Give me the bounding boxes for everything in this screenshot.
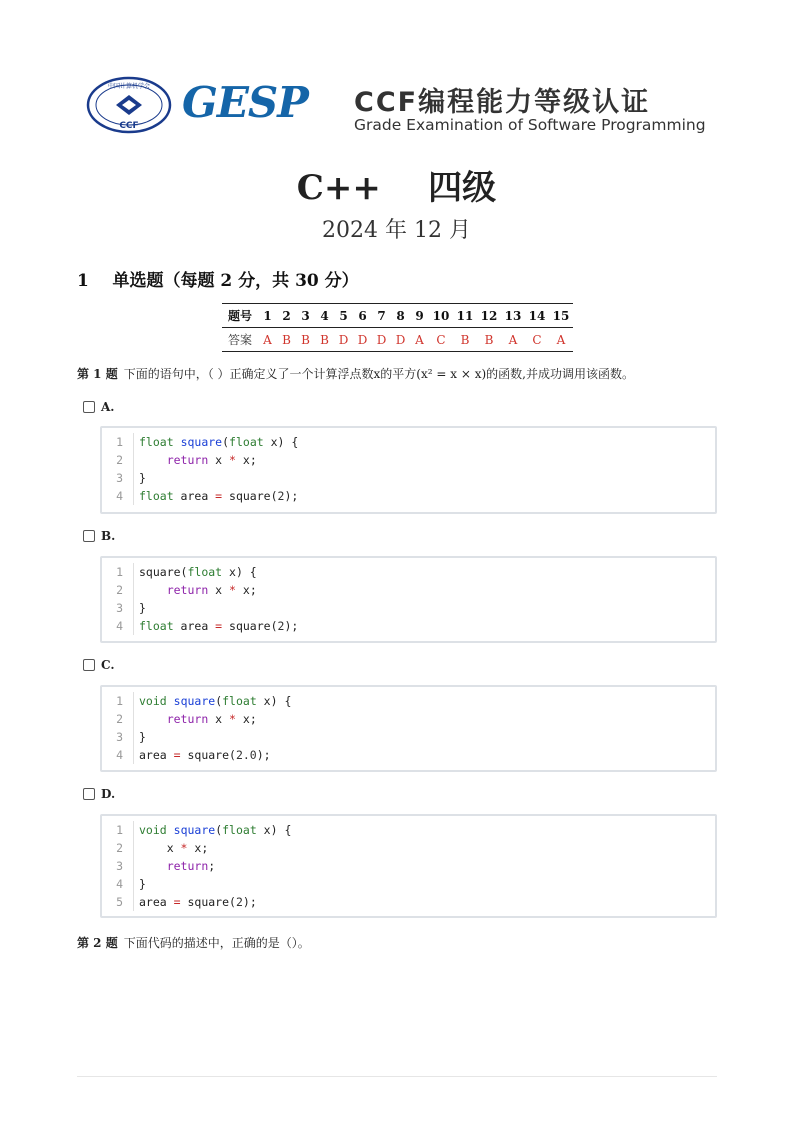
question-number: 13 bbox=[504, 308, 522, 323]
question-number: 11 bbox=[456, 308, 474, 323]
question-number: 7 bbox=[377, 308, 386, 323]
code-block-c: 1 void square(float x) { 2 return x * x; 3 } 4 area = square(2.0); bbox=[100, 685, 717, 772]
code-block-d: 1 void square(float x) { 2 x * x; 3 return; 4 } 5 area = square(2); bbox=[100, 814, 717, 918]
ccf-logo-abbr: CCF bbox=[119, 121, 139, 131]
answer-value: A bbox=[508, 332, 518, 347]
option-b[interactable] bbox=[83, 529, 115, 543]
answer-value: B bbox=[282, 332, 291, 347]
option-c[interactable] bbox=[83, 658, 115, 672]
exam-title: C++ 四级 bbox=[296, 168, 497, 208]
question-text: 下面代码的描述中，正确的是（）。 bbox=[123, 936, 310, 950]
option-b-label: B. bbox=[101, 529, 116, 543]
question-number: 10 bbox=[432, 308, 450, 323]
answer-value: D bbox=[376, 332, 387, 347]
option-a-label: A. bbox=[101, 400, 115, 414]
question-number: 8 bbox=[396, 308, 405, 323]
code-block-b: 1 square(float x) { 2 return x * x; 3 } 4 float area = square(2); bbox=[100, 556, 717, 643]
answer-value: C bbox=[532, 332, 542, 347]
question-number: 6 bbox=[358, 308, 367, 323]
question-1 bbox=[77, 365, 634, 382]
answer-table-answer-row bbox=[222, 328, 573, 352]
question-number: 12 bbox=[480, 308, 498, 323]
answer-value: A bbox=[263, 332, 272, 347]
org-title: CCF编程能力等级认证 bbox=[354, 87, 651, 118]
option-d-checkbox[interactable] bbox=[83, 788, 95, 800]
answer-value: A bbox=[415, 332, 424, 347]
exam-date: 2024 年 12 月 bbox=[322, 218, 471, 243]
question-number: 4 bbox=[320, 308, 329, 323]
answer-value: D bbox=[357, 332, 368, 347]
answer-value: C bbox=[436, 332, 446, 347]
gesp-logo: GESP bbox=[182, 78, 308, 127]
ccf-logo bbox=[86, 76, 172, 134]
option-d-label: D. bbox=[101, 787, 116, 801]
question-number-label: 第 2 题 bbox=[77, 936, 118, 950]
question-number: 2 bbox=[282, 308, 291, 323]
answer-table bbox=[222, 303, 573, 352]
answer-value: D bbox=[395, 332, 406, 347]
question-number: 15 bbox=[552, 308, 570, 323]
org-subtitle: Grade Examination of Software Programming bbox=[354, 116, 706, 134]
answer-value: B bbox=[301, 332, 310, 347]
question-2 bbox=[77, 934, 310, 951]
answer-value: D bbox=[338, 332, 349, 347]
option-a-checkbox[interactable] bbox=[83, 401, 95, 413]
option-b-checkbox[interactable] bbox=[83, 530, 95, 542]
answer-label: 答案 bbox=[227, 333, 252, 347]
footer-divider bbox=[77, 1076, 717, 1077]
question-text: 下面的语句中，（ ）正确定义了一个计算浮点数x的平方(x² = x × x)的函数,并成功调用该函数。 bbox=[123, 367, 634, 381]
option-c-checkbox[interactable] bbox=[83, 659, 95, 671]
question-number-label: 题号 bbox=[227, 309, 252, 323]
option-d[interactable] bbox=[83, 787, 115, 801]
option-c-label: C. bbox=[101, 658, 115, 672]
question-number-label: 第 1 题 bbox=[77, 367, 118, 381]
question-number: 5 bbox=[339, 308, 348, 323]
question-number: 3 bbox=[301, 308, 310, 323]
answer-value: B bbox=[460, 332, 470, 347]
exam-header bbox=[86, 76, 706, 140]
section-heading: 1 单选题（每题 2 分，共 30 分） bbox=[77, 271, 359, 291]
question-number: 14 bbox=[528, 308, 546, 323]
code-block-a: 1 float square(float x) { 2 return x * x; 3 } 4 float area = square(2); bbox=[100, 426, 717, 514]
option-a[interactable] bbox=[83, 400, 115, 414]
answer-value: B bbox=[484, 332, 494, 347]
answer-value: A bbox=[556, 332, 566, 347]
ccf-logo-text: 中国计算机学会 bbox=[107, 83, 151, 90]
question-number: 1 bbox=[263, 308, 272, 323]
answer-value: B bbox=[320, 332, 329, 347]
question-number: 9 bbox=[415, 308, 424, 323]
answer-table-header-row bbox=[222, 304, 573, 328]
